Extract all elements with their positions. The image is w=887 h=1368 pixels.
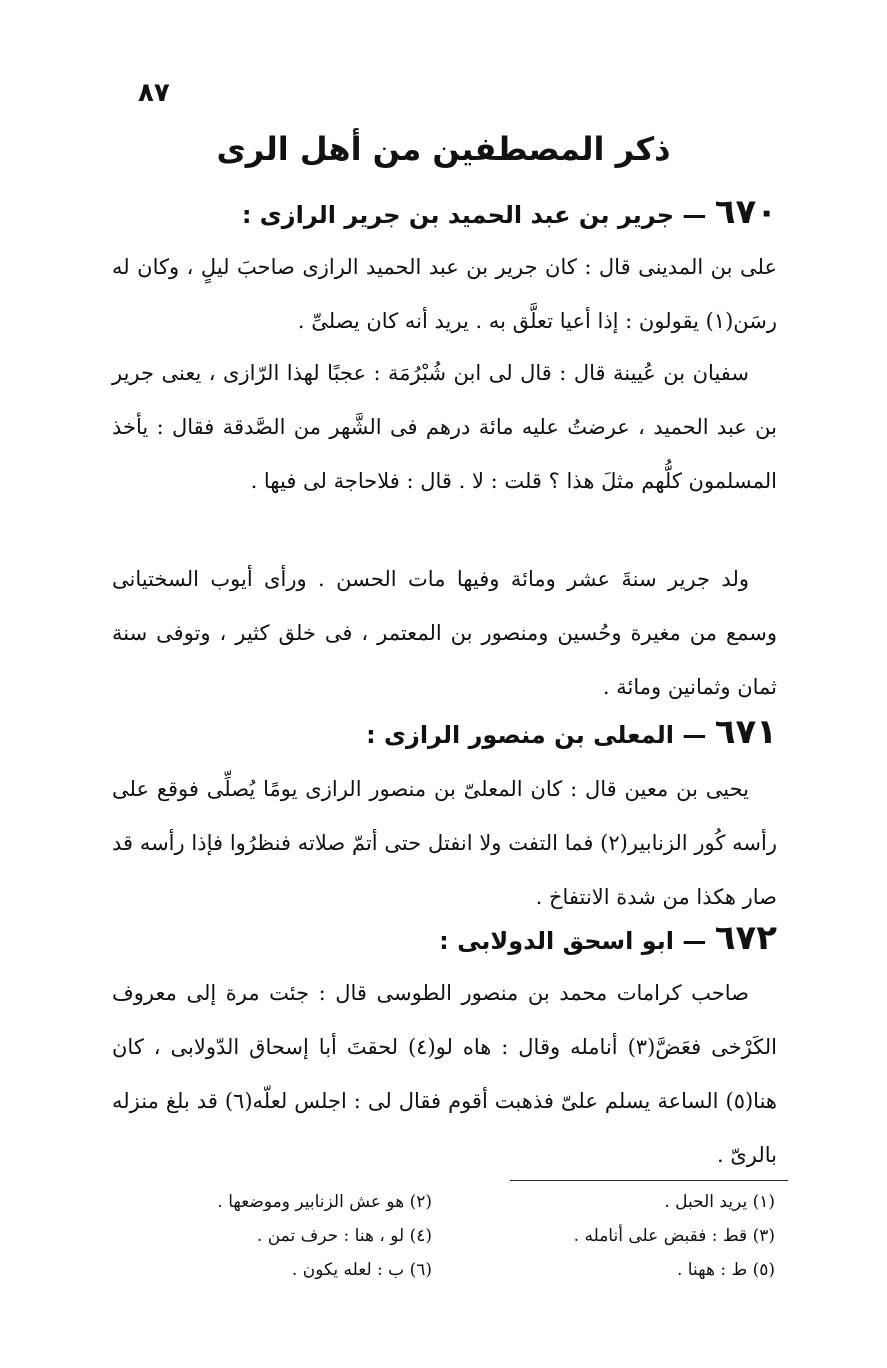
footnote-divider	[510, 1180, 788, 1181]
paragraph: صاحب كرامات محمد بن منصور الطوسى قال : جئت مرة إلى معروف الكَرْخى فعَضَّ(٣) أنامله وقال : هاه لو(٤) لحقتَ أبا إسحاق الدّولابى ، كان هنا(٥) الساعة يسلم علىّ فذهبت أقوم فقال لى : اجلس لعلّه(٦) قد بلغ منزله بالرىّ .	[112, 981, 778, 1167]
entry-title: — جرير بن عبد الحميد بن جرير الرازى :	[241, 201, 707, 229]
entry-heading-672	[110, 918, 777, 958]
footnote-6: (٦) ب : لعله يكون .	[291, 1260, 432, 1280]
entry-heading-670	[110, 192, 777, 232]
footnote-2: (٢) هو عش الزنابير وموضعها .	[217, 1192, 432, 1212]
entry-title: — المعلى بن منصور الرازى :	[366, 721, 707, 749]
entry-number: ٦٧٠	[714, 192, 777, 232]
entry-heading-671	[110, 712, 777, 752]
footnote-5: (٥) ط : ههنا .	[677, 1260, 775, 1280]
paragraph: على بن المدينى قال : كان جرير بن عبد الحميد الرازى صاحبَ ليلٍ ، وكان له رسَن(١) يقولون : إذا أعيا تعلَّق به . يريد أنه كان يصلىِّ .	[112, 255, 777, 333]
entry-number: ٦٧٢	[714, 918, 777, 958]
paragraph: ولد جرير سنةَ عشر ومائة وفيها مات الحسن . ورأى أيوب السختيانى وسمع من مغيرة وحُسين ومنصور بن المعتمر ، فى خلق كثير ، وتوفى سنة ثمان وثمانين ومائة .	[112, 567, 777, 699]
section-title: ذكر المصطفين من أهل الرى	[216, 130, 671, 168]
footnote-1: (١) يريد الحبل .	[664, 1192, 775, 1212]
page-number: ٨٧	[138, 78, 170, 108]
paragraph: يحيى بن معين قال : كان المعلىّ بن منصور الرازى يومًا يُصلِّى فوقع على رأسه كُور الزنابير(٢) فما التفت ولا انفتل حتى أتمّ صلاته فنظرُوا فإذا رأسه قد صار هكذا من شدة الانتفاخ .	[112, 777, 777, 909]
entry-number: ٦٧١	[714, 712, 777, 752]
footnote-3: (٣) قط : فقبض على أنامله .	[573, 1226, 775, 1246]
paragraph: سفيان بن عُيينة قال : قال لى ابن شُبْرُمَة : عجبًا لهذا الرّازى ، يعنى جرير بن عبد الحميد ، عرضتُ عليه مائة درهم فى الشَّهر من الصَّدقة فقال : يأخذ المسلمون كلُّهم مثلَ هذا ؟ قلت : لا . قال : فلاحاجة لى فيها .	[112, 361, 777, 493]
entry-title: — ابو اسحق الدولابى :	[439, 927, 707, 955]
footnote-4: (٤) لو ، هنا : حرف تمن .	[256, 1226, 432, 1246]
